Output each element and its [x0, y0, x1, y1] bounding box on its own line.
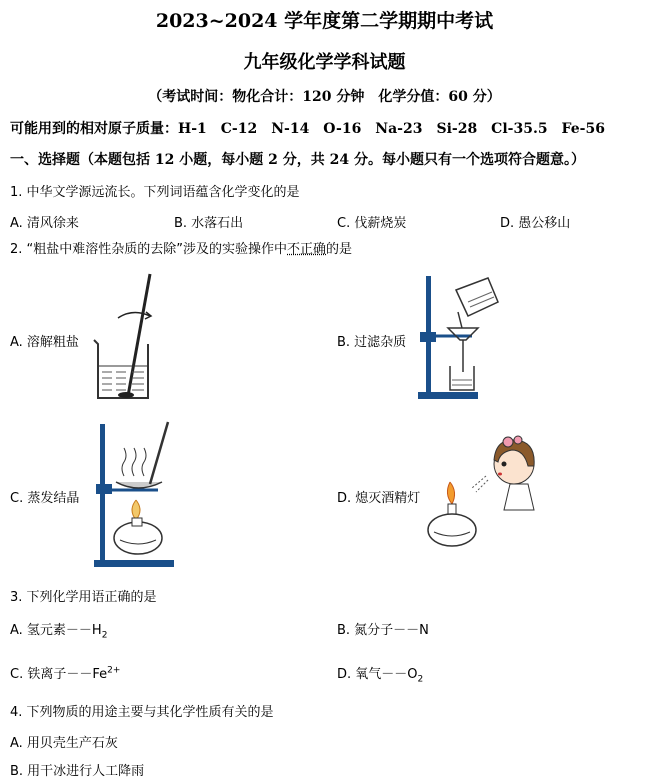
- q3-option-d[interactable]: [337, 663, 423, 685]
- q3-option-a-sub: 2: [101, 630, 108, 641]
- q3-stem: 3. 下列化学用语正确的是: [10, 590, 157, 605]
- q3-option-a[interactable]: [10, 619, 107, 641]
- q2-stem-suffix: 的是: [326, 242, 353, 257]
- q3-option-a-text: A. 氢元素－－H: [10, 623, 102, 638]
- q4-stem: 4. 下列物质的用途主要与其化学性质有关的是: [10, 705, 274, 720]
- q3-option-d-text: D. 氧气－－O: [337, 667, 418, 682]
- q2-option-c[interactable]: C. 蒸发结晶: [10, 491, 80, 506]
- q3-option-c[interactable]: [10, 663, 120, 682]
- q3-option-b[interactable]: B. 氮分子－－N: [337, 623, 429, 638]
- atomic-masses: 可能用到的相对原子质量：H-1 C-12 N-14 O-16 Na-23 Si-28 Cl-35.5 Fe-56: [10, 121, 605, 137]
- q3-option-c-sup: 2+: [107, 665, 121, 676]
- q4-option-b[interactable]: B. 用干冰进行人工降雨: [10, 764, 145, 779]
- q2-stem: [10, 238, 352, 257]
- evaporation-illustration: [88, 420, 180, 570]
- q2-option-a[interactable]: A. 溶解粗盐: [10, 335, 79, 350]
- exam-title: 2023~2024 学年度第二学期期中考试: [155, 10, 494, 32]
- q2-stem-prefix: 2. “粗盐中难溶性杂质的去除”涉及的实验操作中: [10, 242, 288, 257]
- exam-info: （考试时间：物化合计：120 分钟 化学分值：60 分）: [148, 89, 501, 105]
- q1-option-c[interactable]: C. 伐薪烧炭: [337, 216, 407, 231]
- q3-option-c-text: C. 铁离子－－Fe: [10, 667, 108, 682]
- dissolve-beaker-illustration: [88, 268, 158, 408]
- q1-stem: 1. 中华文学源远流长。下列词语蕴含化学变化的是: [10, 185, 300, 200]
- q2-option-d[interactable]: D. 熄灭酒精灯: [337, 491, 421, 506]
- q3-option-d-sub: 2: [417, 674, 424, 685]
- filtration-illustration: [412, 272, 502, 402]
- q1-option-b[interactable]: B. 水落石出: [174, 216, 244, 231]
- exam-subtitle: 九年级化学学科试题: [243, 52, 406, 73]
- q4-option-a[interactable]: A. 用贝壳生产石灰: [10, 736, 118, 751]
- q1-option-a[interactable]: A. 清风徐来: [10, 216, 79, 231]
- q2-stem-emphasis: 不正确: [287, 242, 327, 257]
- q1-option-d[interactable]: D. 愚公移山: [500, 216, 571, 231]
- section-title: 一、选择题（本题包括 12 小题，每小题 2 分，共 24 分。每小题只有一个选项符合题意。）: [10, 152, 585, 168]
- q2-option-b[interactable]: B. 过滤杂质: [337, 335, 407, 350]
- blow-out-lamp-illustration: [424, 430, 544, 560]
